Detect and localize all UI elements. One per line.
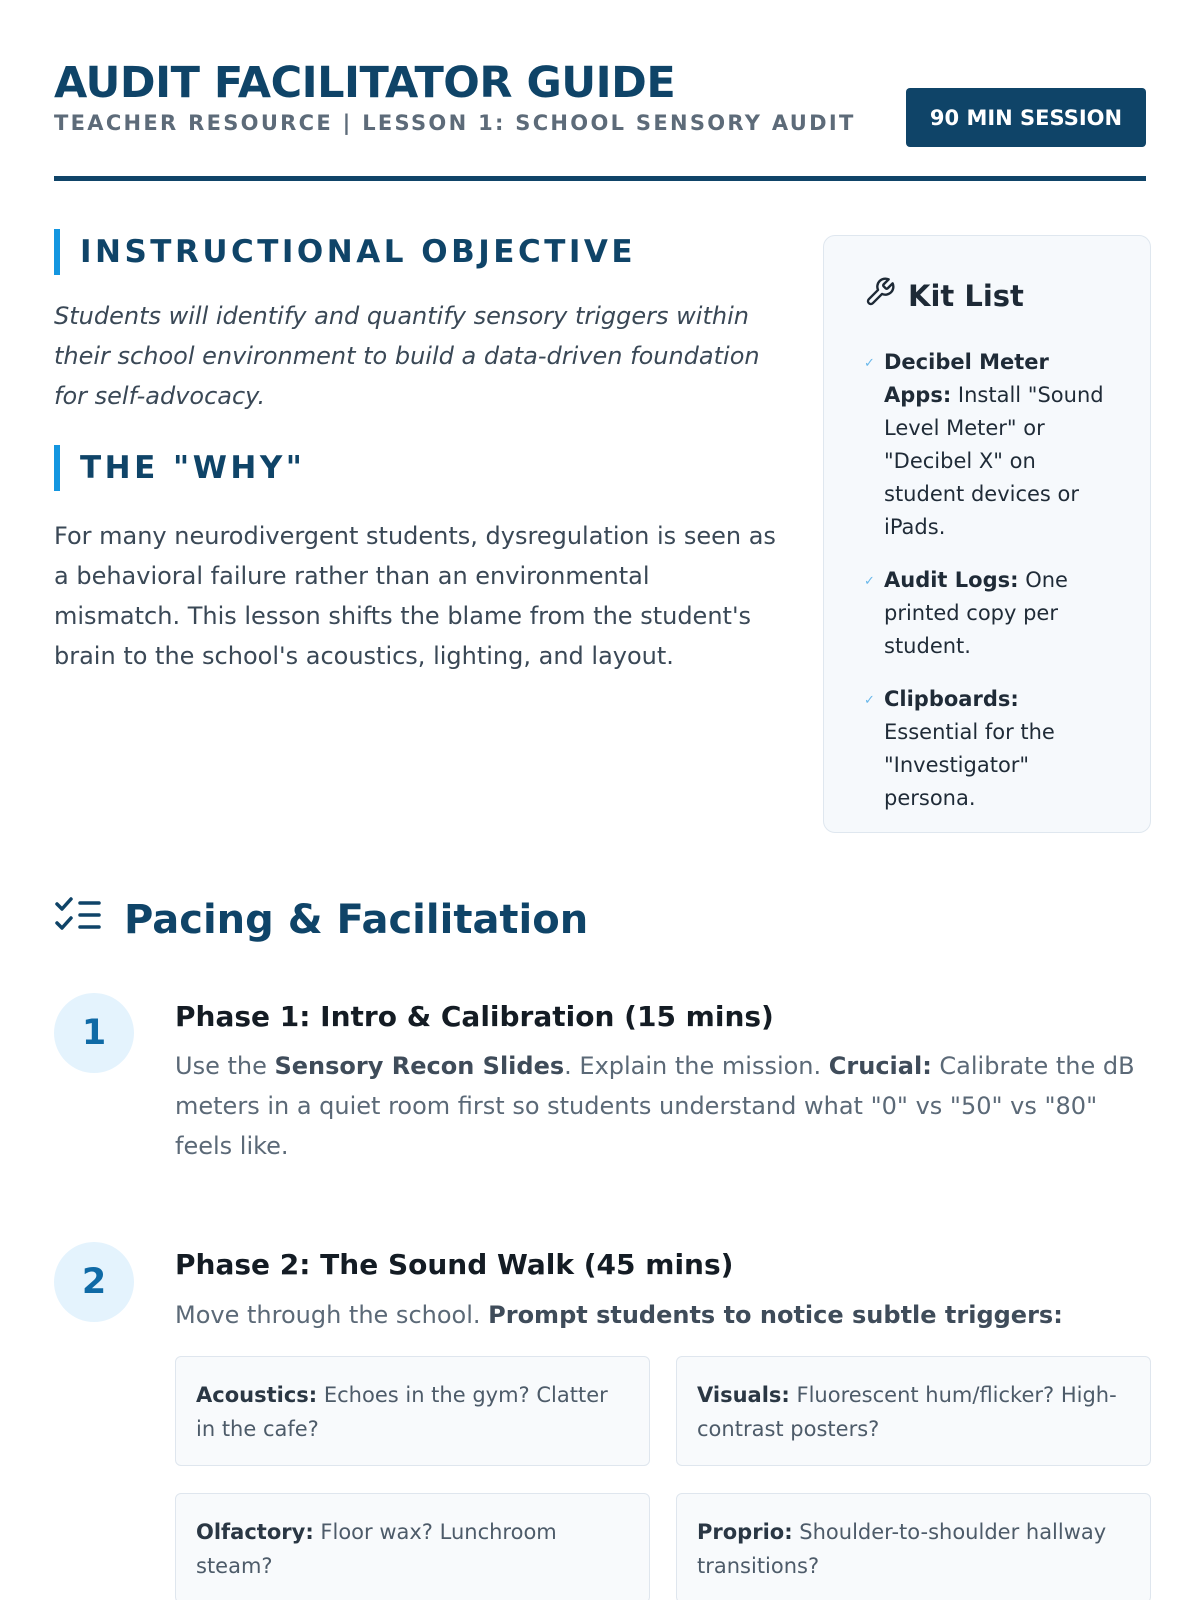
kit-item	[864, 683, 1119, 815]
checklist-icon	[54, 895, 102, 945]
kit-item-label: Audit Logs:	[884, 568, 1019, 592]
header-divider	[54, 176, 1146, 181]
session-duration-badge: 90 MIN SESSION	[906, 88, 1146, 147]
crucial-label: Crucial:	[828, 1052, 932, 1080]
kit-list-title	[864, 276, 1024, 315]
page-title: AUDIT FACILITATOR GUIDE	[54, 58, 676, 108]
page-subtitle: TEACHER RESOURCE | LESSON 1: SCHOOL SENSORY AUDIT	[54, 111, 856, 135]
kit-item-label: Decibel Meter Apps:	[884, 350, 1049, 407]
phase-number-badge: 2	[54, 1242, 134, 1322]
phase-description: Use the Sensory Recon Slides. Explain the mission. Crucial: Calibrate the dB meters in a quiet room first so students understand what "0" vs "50" vs "80" feels like.	[175, 1052, 1135, 1160]
page-header	[54, 58, 1146, 182]
objective-text: Students will identify and quantify sensory triggers within their school environment to build a data-driven foundation for self-advocacy.	[54, 302, 760, 410]
trigger-card-proprio: Proprio: Shoulder-to-shoulder hallway transitions?	[676, 1493, 1151, 1600]
why-text: For many neurodivergent students, dysregulation is seen as a behavioral failure rather than an environmental mismatch. This lesson shifts the blame from the student's brain to the school's acoustics, lighting, and layout.	[54, 522, 776, 670]
prompt-label: Prompt students to notice subtle triggers:	[488, 1301, 1063, 1329]
trigger-card-olfactory: Olfactory: Floor wax? Lunchroom steam?	[175, 1493, 650, 1600]
kit-item-text: One printed copy per student.	[884, 568, 1068, 658]
pacing-heading-label: Pacing & Facilitation	[124, 897, 589, 943]
checkmark-icon: ✓	[864, 574, 875, 589]
trigger-card-visuals: Visuals: Fluorescent hum/flicker? High-contrast posters?	[676, 1356, 1151, 1466]
phase-description: Move through the school. Prompt students to notice subtle triggers:	[175, 1301, 1063, 1329]
checkmark-icon: ✓	[864, 693, 875, 708]
kit-item	[864, 564, 1119, 663]
phase-title: Phase 2: The Sound Walk (45 mins)	[175, 1248, 734, 1281]
kit-item-label: Clipboards:	[884, 687, 1019, 711]
kit-item-text: Install "Sound Level Meter" or "Decibel X" on student devices or iPads.	[884, 383, 1104, 539]
phase-title: Phase 1: Intro & Calibration (15 mins)	[175, 1000, 774, 1033]
phase-number-badge: 1	[54, 993, 134, 1073]
pacing-heading	[54, 895, 588, 945]
checkmark-icon: ✓	[864, 356, 875, 371]
kit-items	[864, 346, 1119, 835]
trigger-card-acoustics: Acoustics: Echoes in the gym? Clatter in the cafe?	[175, 1356, 650, 1466]
kit-item	[864, 346, 1119, 544]
kit-list-title-label: Kit List	[908, 278, 1024, 313]
kit-item-text: Essential for the "Investigator" persona.	[884, 720, 1055, 810]
why-heading: THE "WHY"	[54, 445, 305, 491]
kit-list-card	[823, 235, 1151, 833]
objective-heading: INSTRUCTIONAL OBJECTIVE	[54, 229, 636, 275]
slides-reference: Sensory Recon Slides	[274, 1052, 565, 1080]
wrench-icon	[864, 276, 896, 315]
